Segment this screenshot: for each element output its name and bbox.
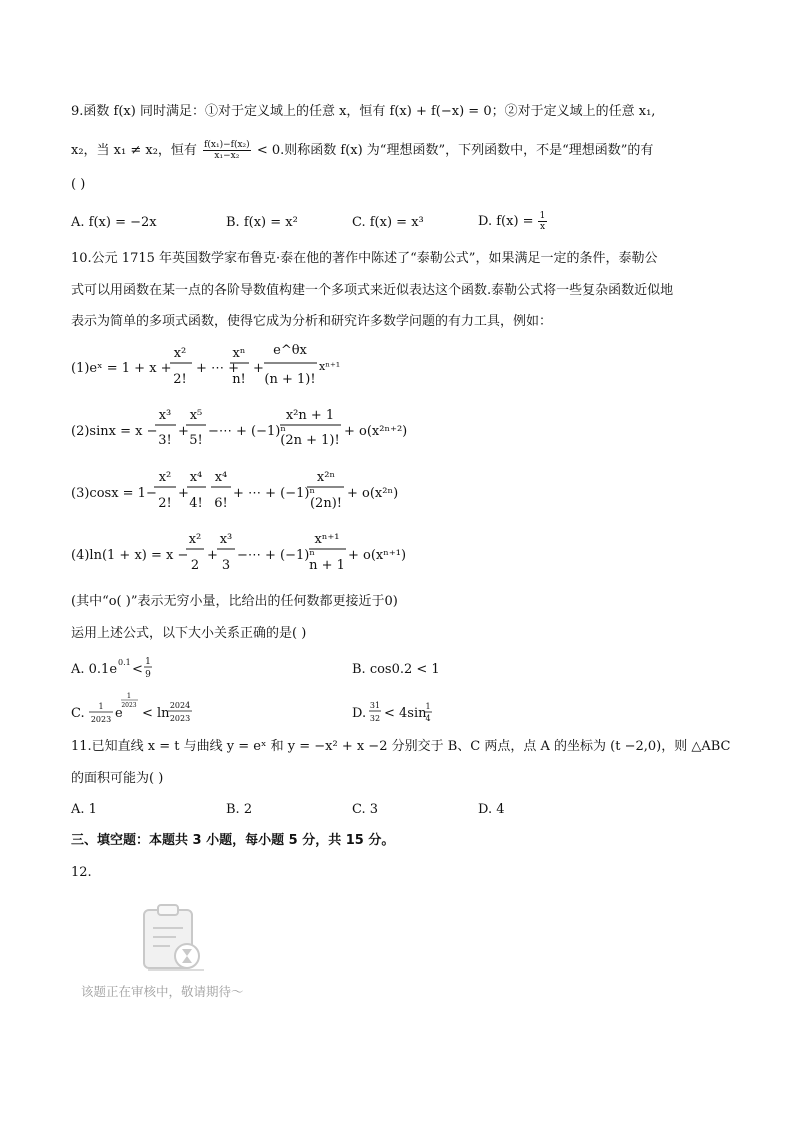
f1-lhs: (1)eˣ = 1 + x + [71,361,172,376]
q9-option-d-den: x [540,222,546,232]
q10-option-c-num: 1 [98,702,104,711]
q10-option-d-sin-den: 4 [425,714,431,723]
q10-option-c-sup-den: 2023 [121,702,137,709]
q10-option-d-num: 31 [369,701,381,710]
q11-option-c: C. 3 [352,802,379,817]
q10-option-d-den: 32 [369,714,381,723]
f3-t3-num: x⁴ [214,470,228,485]
q9-option-c: C. f(x) = x³ [352,215,424,230]
q10-option-a-sup: 0.1 [118,658,131,667]
f2-lhs: (2)sinx = x − [71,424,158,439]
q10-option-c-sup-num: 1 [126,692,132,700]
q10-option-c-ln-num: 2024 [169,701,191,710]
f4-t3-num: xⁿ⁺¹ [314,532,340,547]
f1-plus: + [253,361,264,376]
q10-option-c-den: 2023 [90,715,112,724]
f1-mid: + ⋯ + [196,361,240,376]
q10-option-c-mid: < ln [142,706,170,721]
f4-lhs: (4)ln(1 + x) = x − [71,548,189,563]
f4-t2-num: x³ [219,532,233,547]
f2-t3-num: x²n + 1 [285,408,335,423]
f2-t2-den: 5! [189,433,203,448]
f3-lhs: (3)cosx = 1− [71,486,157,501]
f1-t2-num: xⁿ [232,346,246,361]
f1-t1-den: 2! [173,372,187,387]
f1-t2-den: n! [232,372,246,387]
clipboard-hourglass-icon [138,900,212,974]
f3-plus: + [178,486,189,501]
q11-option-b: B. 2 [226,802,253,817]
f1-tail: xⁿ⁺¹ [319,360,341,373]
f4-t3-den: n + 1 [309,558,345,573]
q10-option-a-num: 1 [145,657,151,667]
f4-mid: −⋯ + (−1)ⁿ [237,548,315,563]
q10-option-c-e: e [115,706,123,721]
f4-plus: + [207,548,218,563]
q10-option-a-pre: A. 0.1e [71,662,118,677]
q11-line1: 11.已知直线 x = t 与曲线 y = eˣ 和 y = −x² + x −2 分别交于 B、C 两点，点 A 的坐标为 (t −2,0)，则 △ABC [71,739,731,754]
f3-t4-den: (2n)! [309,496,343,511]
q10-option-d-sin-num: 1 [425,702,431,711]
q10-line1: 10.公元 1715 年英国数学家布鲁克·泰在他的著作中陈述了“泰勒公式”，如果满足一定的条件，泰勒公 [71,251,658,266]
f1-t3-num: e^θx [273,343,307,358]
q10-option-c-ln-den: 2023 [169,714,191,723]
q9-line2b: < 0.则称函数 f(x) 为“理想函数”，下列函数中，不是“理想函数”的有 [256,143,654,158]
f3-t3-den: 6! [214,496,228,511]
q9-frac-den: x₁−x₂ [214,151,240,161]
q9-option-d-label: D. f(x) = [478,214,538,229]
section-3-heading: 三、填空题：本题共 3 小题，每小题 5 分，共 15 分。 [71,833,395,848]
q10-option-a-lt: < [132,662,143,677]
f4-t2-den: 3 [221,558,231,573]
f2-plus: + [178,424,189,439]
f3-tail: + o(x²ⁿ) [347,486,399,501]
f2-t1-num: x³ [158,408,172,423]
f3-t2-den: 4! [189,496,203,511]
q10-note: (其中“o( )”表示无穷小量，比给出的任何数都更接近于0) [71,594,398,609]
q10-option-d-pre: D. [352,706,367,721]
f3-t4-num: x²ⁿ [316,470,336,485]
q11-option-a: A. 1 [71,802,97,817]
q10-line3: 表示为简单的多项式函数，使得它成为分析和研究许多数学问题的有力工具，例如： [71,314,553,329]
q11-option-d: D. 4 [478,802,505,817]
q10-ask: 运用上述公式，以下大小关系正确的是( ) [71,626,307,641]
q12-label: 12. [71,865,92,880]
f3-t2-num: x⁴ [189,470,203,485]
q9-frac-num: f(x₁)−f(x₂) [204,140,250,150]
f1-t1-num: x² [173,346,187,361]
f1-t3-den: (n + 1)! [264,372,316,387]
q9-option-b: B. f(x) = x² [226,215,298,230]
q10-line2: 式可以用函数在某一点的各阶导数值构建一个多项式来近似表达这个函数.泰勒公式将一些复杂函数近似地 [71,283,674,298]
q9-option-d-num: 1 [539,211,546,221]
f4-t1-num: x² [188,532,202,547]
q10-option-c-pre: C. [71,706,85,721]
f4-t1-den: 2 [190,558,200,573]
q10-option-a-den: 9 [145,670,151,680]
q11-line2: 的面积可能为( ) [71,771,164,786]
f2-t3-den: (2n + 1)! [280,433,340,448]
q12-pending-text: 该题正在审核中，敬请期待～ [81,984,244,999]
q9-option-a: A. f(x) = −2x [71,215,157,230]
q10-option-d-mid: < 4sin [384,706,427,721]
q9-line2a: x₂，当 x₁ ≠ x₂，恒有 [71,143,197,158]
f2-t2-num: x⁵ [189,408,203,423]
f4-tail: + o(xⁿ⁺¹) [348,548,407,563]
f2-mid: −⋯ + (−1)ⁿ [208,424,286,439]
f3-t1-den: 2! [158,496,172,511]
q9-line1: 9.函数 f(x) 同时满足：①对于定义域上的任意 x，恒有 f(x) + f(−x) = 0；②对于定义域上的任意 x₁, [71,104,656,119]
f3-mid: + ⋯ + (−1)ⁿ [233,486,316,501]
f2-t1-den: 3! [158,433,172,448]
q9-line3: ( ) [71,177,86,192]
q10-option-b: B. cos0.2 < 1 [352,662,440,677]
f3-t1-num: x² [158,470,172,485]
f2-tail: + o(x²ⁿ⁺²) [344,424,408,439]
